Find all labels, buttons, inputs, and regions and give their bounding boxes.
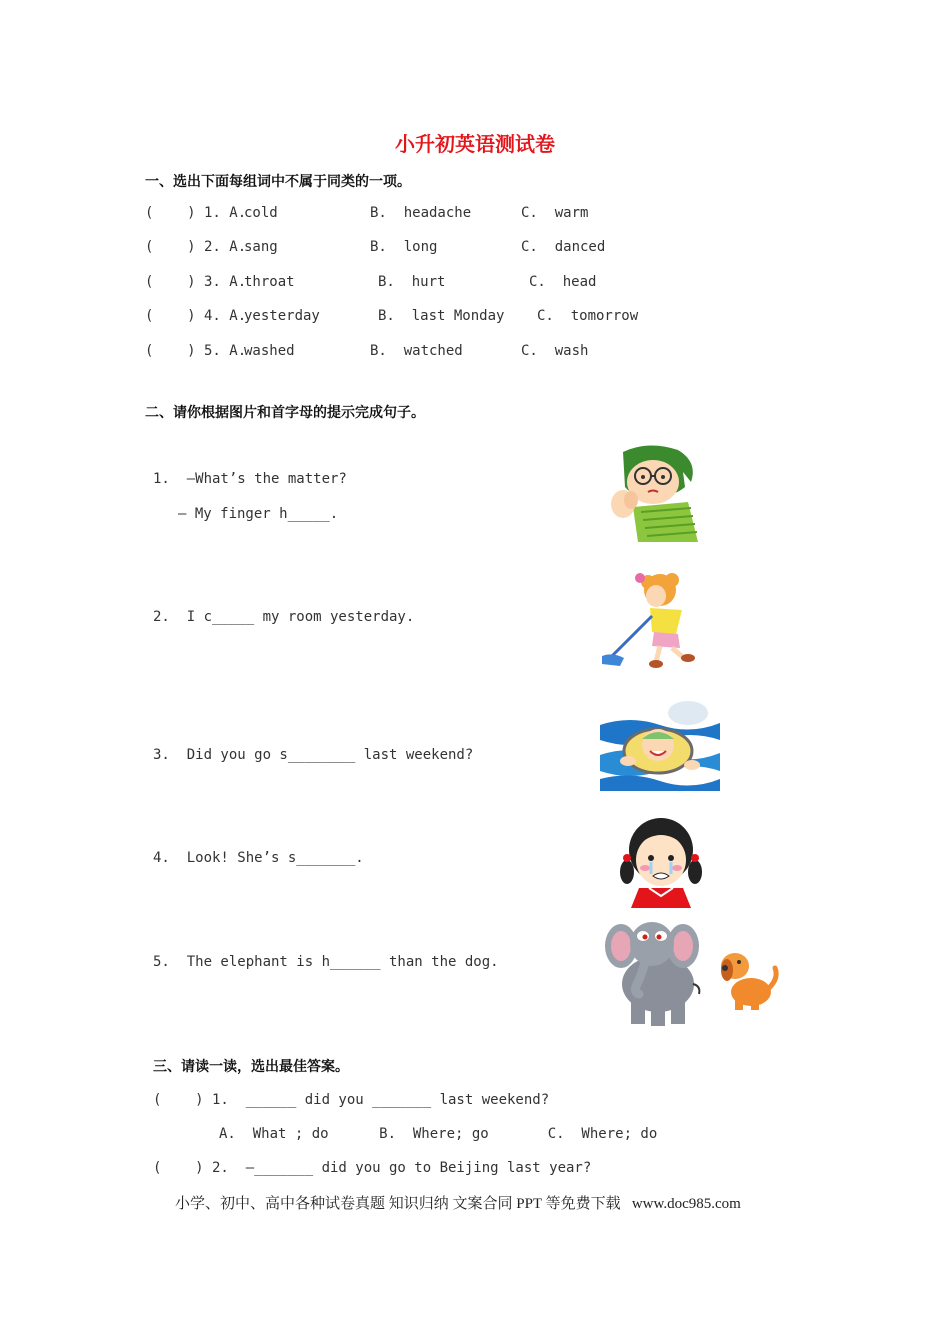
section3-heading: 三、请读一读，选出最佳答案。 [153, 1059, 349, 1075]
girl-crying-illustration [615, 812, 707, 908]
boy-swimming-illustration [600, 695, 720, 795]
boy-hurt-finger-illustration [603, 442, 703, 544]
s2-q2: 2. I c_____ my room yesterday. [153, 609, 415, 625]
row3-b: B. hurt [378, 274, 446, 290]
s2-q1-line2: — My finger h_____. [178, 506, 339, 522]
row4-a: yesterday [244, 308, 320, 324]
row5-a: washed [244, 343, 295, 359]
row3-c: C. head [529, 274, 597, 290]
row3-a: throat [244, 274, 295, 290]
row1-num: ( ) 1. A. [145, 205, 247, 221]
row4-c: C. tomorrow [537, 308, 639, 324]
row1-a: cold [244, 205, 278, 221]
row4-num: ( ) 4. A. [145, 308, 247, 324]
elephant-illustration [603, 914, 703, 1028]
row3-num: ( ) 3. A. [145, 274, 247, 290]
row1-b: B. headache [370, 205, 472, 221]
row1-c: C. warm [521, 205, 589, 221]
s3-q1-options: A. What ; do B. Where; go C. Where; do [219, 1126, 658, 1142]
footer-text: 小学、初中、高中各种试卷真题 知识归纳 文案合同 PPT 等免费下载 www.doc985.com [175, 1196, 741, 1212]
s2-q3: 3. Did you go s________ last weekend? [153, 747, 474, 763]
section1-heading: 一、选出下面每组词中不属于同类的一项。 [145, 174, 411, 190]
row2-num: ( ) 2. A. [145, 239, 247, 255]
row2-a: sang [244, 239, 278, 255]
row5-num: ( ) 5. A. [145, 343, 247, 359]
s3-q2: ( ) 2. —_______ did you go to Beijing last year? [153, 1160, 592, 1176]
dog-illustration [713, 946, 783, 1014]
s2-q5: 5. The elephant is h______ than the dog. [153, 954, 499, 970]
s2-q4: 4. Look! She’s s_______. [153, 850, 364, 866]
section2-heading: 二、请你根据图片和首字母的提示完成句子。 [145, 405, 425, 421]
row5-b: B. watched [370, 343, 463, 359]
s2-q1-line1: 1. —What’s the matter? [153, 471, 347, 487]
row2-c: C. danced [521, 239, 606, 255]
row5-c: C. wash [521, 343, 589, 359]
page-title: 小升初英语测试卷 [395, 132, 555, 156]
row2-b: B. long [370, 239, 438, 255]
girl-mopping-illustration [600, 570, 700, 670]
row4-b: B. last Monday [378, 308, 505, 324]
s3-q1: ( ) 1. ______ did you _______ last weekend? [153, 1092, 550, 1108]
